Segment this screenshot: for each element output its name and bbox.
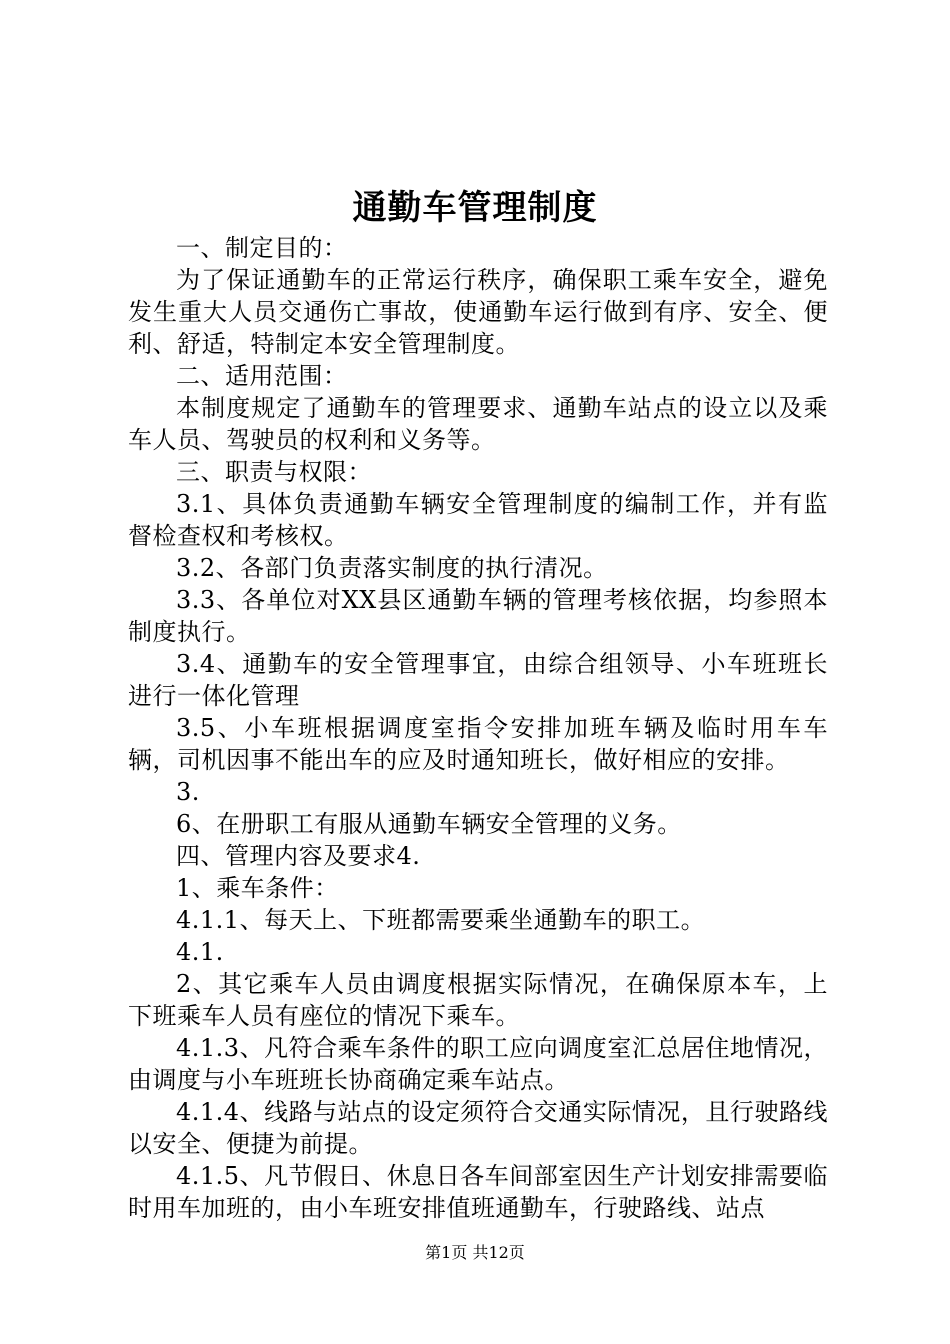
page-number-footer: 第1页 共12页	[425, 1243, 525, 1262]
paragraph: 4.1.3、凡符合乘车条件的职工应向调度室汇总居住地情况，由调度与小车班班长协商确定乘车站点。	[128, 1034, 828, 1094]
paragraph: 本制度规定了通勤车的管理要求、通勤车站点的设立以及乘车人员、驾驶员的权利和义务等。	[128, 394, 828, 454]
paragraph: 二、适用范围：	[176, 362, 348, 390]
paragraph: 3.5、小车班根据调度室指令安排加班车辆及临时用车车辆，司机因事不能出车的应及时通知班长，做好相应的安排。	[128, 714, 828, 774]
paragraph: 4.1.1、每天上、下班都需要乘坐通勤车的职工。	[176, 906, 706, 934]
paragraph: 3.3、各单位对XX县区通勤车辆的管理考核依据，均参照本制度执行。	[128, 586, 828, 646]
paragraph: 为了保证通勤车的正常运行秩序，确保职工乘车安全，避免发生重大人员交通伤亡事故，使通勤车运行做到有序、安全、便利、舒适，特制定本安全管理制度。	[128, 266, 828, 358]
paragraph: 3.2、各部门负责落实制度的执行清况。	[176, 554, 608, 582]
paragraph: 3.4、通勤车的安全管理事宜，由综合组领导、小车班班长进行一体化管理	[128, 650, 828, 710]
paragraph: 三、职责与权限：	[176, 458, 372, 486]
paragraph: 四、管理内容及要求4.	[176, 842, 421, 870]
paragraph: 4.1.5、凡节假日、休息日各车间部室因生产计划安排需要临时用车加班的，由小车班安排值班通勤车，行驶路线、站点	[128, 1162, 828, 1222]
paragraph: 4.1.	[176, 938, 224, 966]
paragraph: 6、在册职工有服从通勤车辆安全管理的义务。	[176, 810, 682, 838]
paragraph: 3.	[176, 778, 200, 806]
paragraph: 2、其它乘车人员由调度根据实际情况，在确保原本车，上下班乘车人员有座位的情况下乘车。	[128, 970, 828, 1030]
document-body	[128, 232, 828, 1224]
document-title: 通勤车管理制度	[352, 188, 598, 228]
paragraph: 一、制定目的：	[176, 234, 348, 262]
paragraph: 3.1、具体负责通勤车辆安全管理制度的编制工作，并有监督检查权和考核权。	[128, 490, 828, 550]
paragraph: 4.1.4、线路与站点的设定须符合交通实际情况，且行驶路线以安全、便捷为前提。	[128, 1098, 828, 1158]
paragraph: 1、乘车条件：	[176, 874, 339, 902]
